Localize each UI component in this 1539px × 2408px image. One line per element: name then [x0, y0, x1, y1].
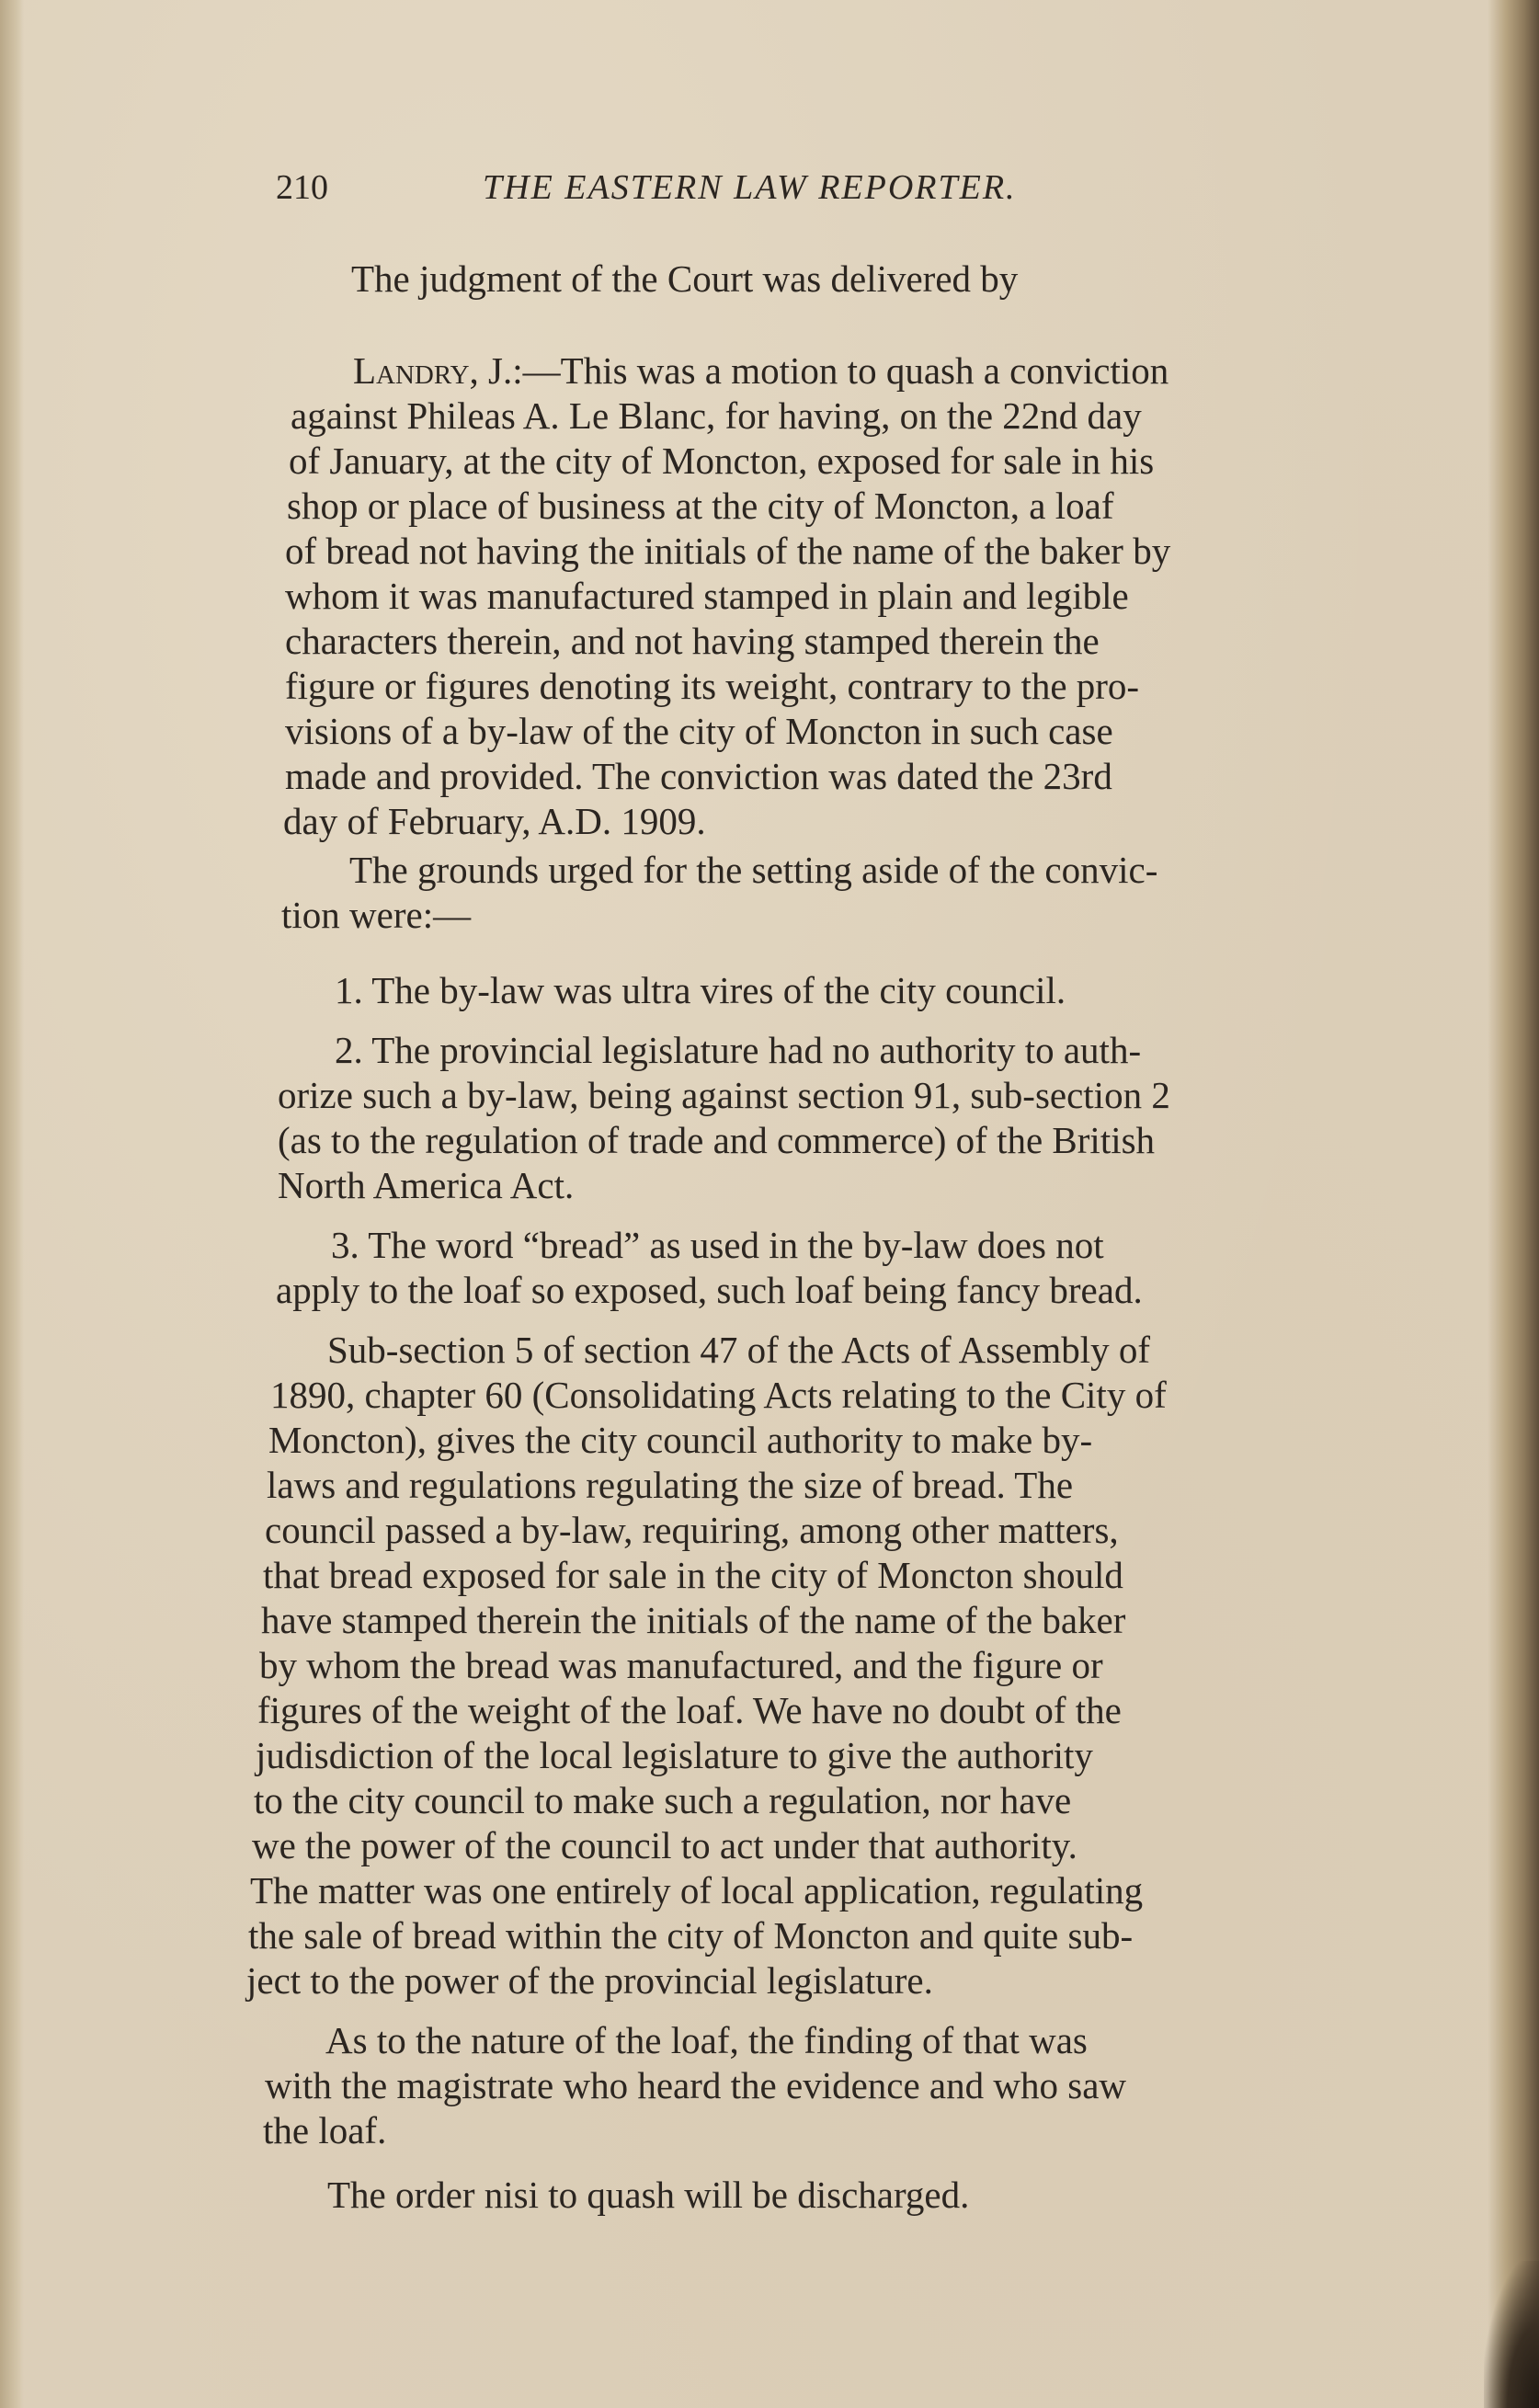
page-gutter: [0, 0, 24, 2408]
ground-2-line: (as to the regulation of trade and commerce) of the British: [278, 1119, 1156, 1161]
paragraph-line: As to the nature of the loaf, the finding of that was: [325, 2019, 1088, 2061]
paragraph-line: The matter was one entirely of local application, regulating: [250, 1869, 1144, 1912]
paragraph-line: shop or place of business at the city of Moncton, a loaf: [287, 485, 1114, 527]
page-number: 210: [276, 168, 328, 207]
paragraph-line: we the power of the council to act under that authority.: [252, 1824, 1077, 1866]
paragraph-line: council passed a by-law, requiring, among other matters,: [265, 1509, 1119, 1551]
paragraph-line: whom it was manufactured stamped in plain and legible: [285, 575, 1129, 617]
page-corner-shadow: [1484, 2261, 1539, 2408]
paragraph-line: The order nisi to quash will be discharged.: [327, 2174, 970, 2216]
paragraph-line: that bread exposed for sale in the city of Moncton should: [263, 1554, 1123, 1596]
ground-1: 1. The by-law was ultra vires of the city council.: [335, 969, 1066, 1011]
ground-2-line: 2. The provincial legislature had no authority to auth-: [335, 1029, 1142, 1071]
paragraph-line: visions of a by-law of the city of Moncton in such case: [285, 710, 1113, 752]
journal-title: THE EASTERN LAW REPORTER.: [483, 168, 1017, 207]
paragraph-line: tion were:—: [281, 894, 472, 936]
paragraph-line: the sale of bread within the city of Moncton and quite sub-: [248, 1914, 1134, 1957]
paragraph-line: the loaf.: [263, 2109, 387, 2151]
paragraph-line: day of February, A.D. 1909.: [283, 800, 706, 842]
paragraph-line: laws and regulations regulating the size of bread. The: [267, 1464, 1074, 1506]
ground-2-line: North America Act.: [278, 1164, 575, 1206]
running-head: [276, 167, 1305, 215]
paragraph-line: Moncton), gives the city council authority to make by-: [268, 1419, 1093, 1461]
paragraph-line: ject to the power of the provincial legislature.: [246, 1959, 933, 2002]
paragraph-line: The grounds urged for the setting aside of the convic-: [349, 849, 1158, 891]
paragraph-line: of January, at the city of Moncton, exposed for sale in his: [289, 439, 1155, 482]
judge-name: Landry, J.: [353, 349, 513, 392]
paragraph-line: judisdiction of the local legislature to give the authority: [256, 1734, 1093, 1776]
paragraph-line: with the magistrate who heard the evidence and who saw: [265, 2064, 1126, 2106]
ground-3-line: 3. The word “bread” as used in the by-law does not: [331, 1224, 1104, 1266]
paragraph-line: of bread not having the initials of the name of the baker by: [285, 530, 1171, 572]
paragraph-line: characters therein, and not having stamped therein the: [285, 620, 1100, 662]
paragraph-line: have stamped therein the initials of the name of the baker: [261, 1599, 1126, 1641]
ground-2-line: orize such a by-law, being against section 91, sub-section 2: [278, 1074, 1170, 1116]
paragraph-line: to the city council to make such a regulation, nor have: [254, 1779, 1072, 1821]
judgment-opening-line: [353, 348, 1168, 394]
paragraph-line: by whom the bread was manufactured, and the figure or: [259, 1644, 1103, 1686]
paragraph-line: figures of the weight of the loaf. We have no doubt of the: [257, 1689, 1122, 1731]
paragraph-line: :—This was a motion to quash a conviction: [512, 349, 1169, 392]
paragraph-line: made and provided. The conviction was dated the 23rd: [285, 755, 1112, 797]
paragraph-line: against Phileas A. Le Blanc, for having, on the 22nd day: [291, 394, 1142, 437]
paragraph-line: Sub-section 5 of section 47 of the Acts of Assembly of: [327, 1329, 1151, 1371]
page-edge-shadow: [1488, 0, 1539, 2408]
ground-3-line: apply to the loaf so exposed, such loaf being fancy bread.: [276, 1269, 1143, 1311]
paragraph-line: figure or figures denoting its weight, contrary to the pro-: [285, 665, 1140, 707]
intro-line: The judgment of the Court was delivered by: [351, 257, 1019, 300]
paragraph-line: 1890, chapter 60 (Consolidating Acts relating to the City of: [270, 1374, 1167, 1416]
